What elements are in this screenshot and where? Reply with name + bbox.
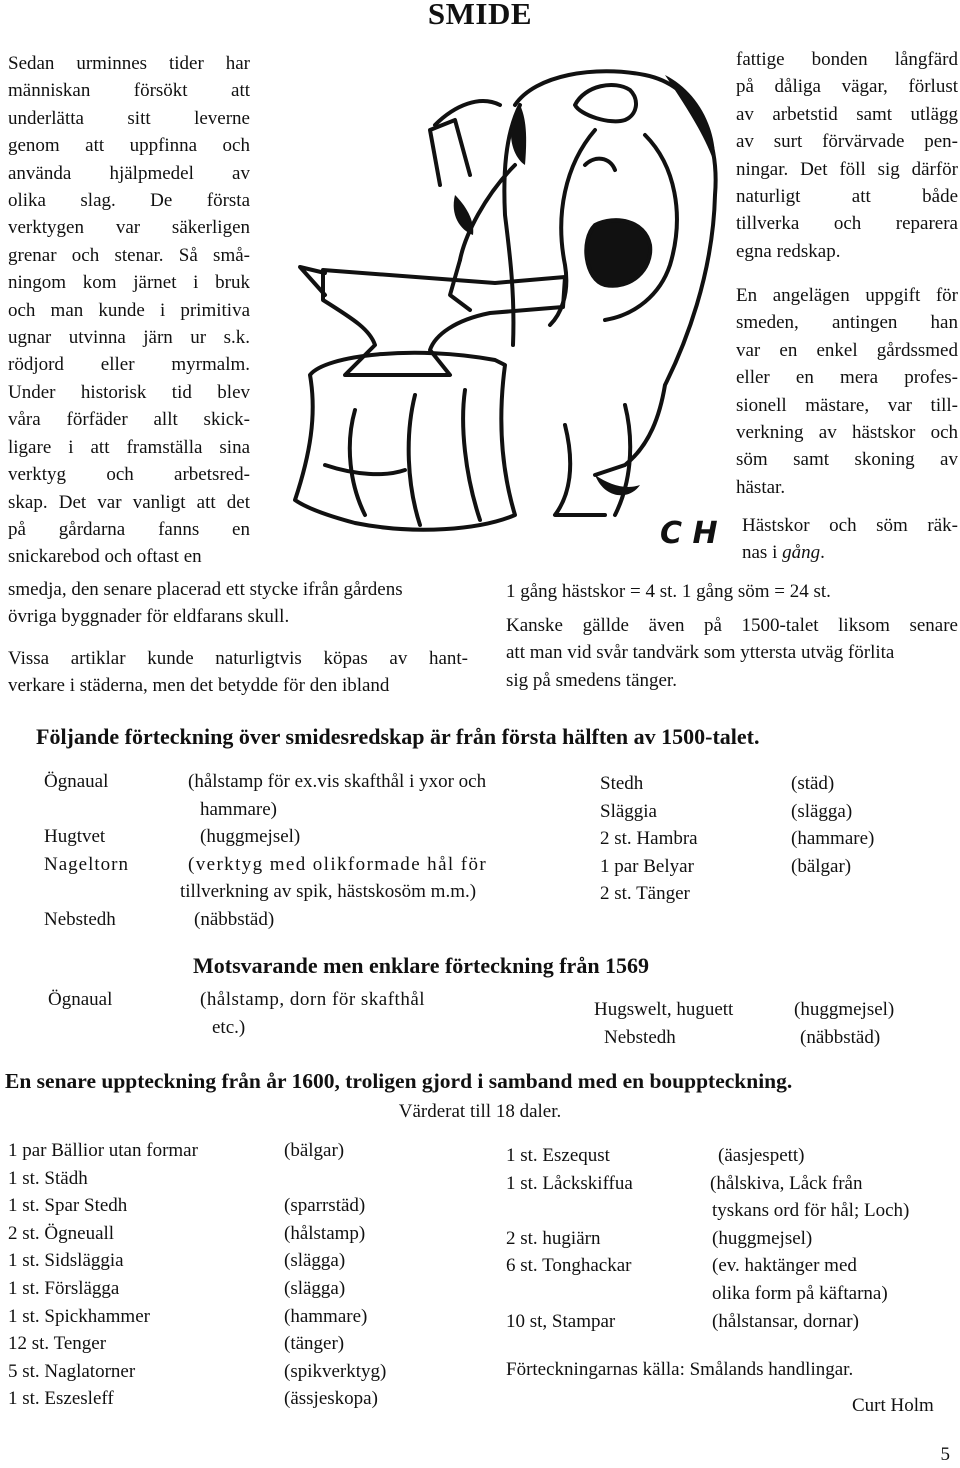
intro-right-para3 — [742, 512, 958, 567]
list-1600-left — [8, 1137, 478, 1413]
text-line: naturligt att både — [736, 186, 958, 208]
intro-left-para2 — [8, 645, 468, 700]
list-item — [8, 1192, 478, 1220]
list-item — [44, 851, 564, 879]
item-desc: (hålstamp) — [284, 1222, 366, 1244]
list-item — [506, 1170, 956, 1198]
item-desc: (ev. haktänger med — [712, 1255, 857, 1277]
text-line: använda hjälpmedel av — [8, 162, 250, 184]
text-line: skap. Det var vanligt att det — [8, 491, 250, 513]
item-desc: (verktyg med olikformade hål för — [188, 853, 488, 875]
list-item — [594, 996, 934, 1024]
text-line: sig på smedens tänger. — [506, 669, 677, 691]
list-item — [506, 1252, 956, 1280]
intro-right-para2 — [736, 282, 958, 501]
item-desc: hammare) — [200, 798, 278, 820]
item-name: 1 par Bällior utan formar — [8, 1140, 198, 1161]
page-title: SMIDE — [427, 0, 533, 31]
text-line: Sedan urminnes tider har — [8, 53, 250, 74]
text-line: snickarebod och oftast en — [8, 546, 202, 568]
text-line: ningom kom järnet i bruk — [8, 272, 250, 294]
text-line: våra förfäder allt skick- — [8, 409, 250, 431]
text-line: Kanske gällde även på 1500-talet liksom senare — [506, 615, 958, 636]
sources-note: Förteckningarnas källa: Smålands handlingar. — [506, 1359, 854, 1380]
item-desc: tyskans ord för hål; Loch) — [712, 1200, 910, 1222]
text-line: verkning av hästskor och — [736, 422, 958, 444]
text-line: grenar och stenar. Så små- — [8, 244, 250, 266]
text-line: underlätta sitt leverne — [8, 107, 250, 129]
list-item — [44, 823, 564, 851]
item-desc: (äasjespett) — [718, 1145, 805, 1166]
artist-signature: C H — [660, 516, 718, 551]
list-item — [8, 1385, 478, 1413]
item-desc: (näbbstäd) — [800, 1026, 881, 1048]
list-item — [600, 770, 930, 798]
item-desc: (näbbstäd) — [194, 908, 275, 930]
item-name: 1 st. Spickhammer — [8, 1305, 150, 1327]
intro-right-para1 — [736, 46, 958, 265]
list-item — [44, 768, 564, 796]
list-item — [8, 1303, 478, 1331]
text-line: Hästskor och söm räk- — [742, 515, 958, 536]
item-name: 1 st. Förslägga — [8, 1277, 120, 1299]
item-name: 1 st. Sidsläggia — [8, 1250, 124, 1272]
item-name: 1 st. Eszequst — [506, 1145, 610, 1166]
item-desc: etc.) — [212, 1016, 246, 1038]
item-desc: (hålstamp, dorn för skafthål — [200, 989, 426, 1010]
item-desc: (slägga) — [791, 800, 853, 822]
text-line: ningar. Det föll sig därför — [736, 158, 958, 180]
item-desc: (bälgar) — [284, 1140, 345, 1161]
item-name: 12 st. Tenger — [8, 1333, 107, 1355]
item-name: 1 st. Spar Stedh — [8, 1195, 128, 1217]
list-1600-subheading: Värderat till 18 daler. — [398, 1101, 562, 1122]
blacksmith-at-anvil-icon — [265, 45, 735, 575]
item-name: 6 st. Tonghackar — [506, 1255, 632, 1277]
text-line: verktyg och arbetsred- — [8, 464, 250, 486]
item-name: 2 st. Hambra — [600, 828, 698, 850]
intro-right-para4 — [506, 612, 958, 694]
text-line: att man vid svår tandvärk som yttersta utväg förlita — [506, 642, 895, 664]
list-item — [8, 1220, 478, 1248]
item-desc: (hammare) — [284, 1305, 368, 1327]
list-item — [506, 1197, 956, 1225]
list-item — [48, 986, 488, 1014]
item-desc: (hammare) — [791, 828, 875, 850]
list-item — [8, 1330, 478, 1358]
list-item — [8, 1165, 478, 1193]
item-name: 1 st. Eszesleff — [8, 1388, 114, 1410]
item-name: Stedh — [600, 773, 644, 794]
item-desc: olika form på käftarna) — [712, 1282, 888, 1304]
text-line: smeden, antingen han — [736, 312, 958, 334]
list-1500-left — [44, 768, 564, 934]
list-item — [506, 1225, 956, 1253]
text-line: på dåliga vägar, förlust — [736, 76, 958, 98]
item-desc: (bälgar) — [791, 855, 852, 877]
list-1500-right — [600, 770, 930, 908]
text-line: ligare i att framställa sina — [8, 436, 250, 458]
text-line: verkare i städerna, men det betydde för den ibland — [8, 675, 390, 697]
list-item — [594, 1024, 934, 1052]
item-name: 2 st. Ögneuall — [8, 1222, 115, 1244]
list-item — [506, 1280, 956, 1308]
item-name: 10 st, Stampar — [506, 1310, 616, 1332]
item-name: Ögnaual — [44, 771, 109, 792]
item-desc: (städ) — [791, 773, 835, 794]
list-item — [8, 1137, 478, 1165]
text-fragment: . — [820, 542, 825, 564]
item-desc: (slägga) — [284, 1250, 346, 1272]
item-name: 1 par Belyar — [600, 855, 694, 877]
list-item — [8, 1247, 478, 1275]
text-line: övriga byggnader för eldfarans skull. — [8, 606, 290, 628]
text-line: ugnar utvinna järn ur s.k. — [8, 327, 250, 349]
text-line: genom att uppfinna och — [8, 135, 250, 157]
item-name: Nebstedh — [604, 1026, 676, 1048]
list-1600-right — [506, 1142, 956, 1335]
list-item — [600, 853, 930, 881]
item-desc: (hålstamp för ex.vis skafthål i yxor och — [188, 771, 487, 792]
list-item — [44, 796, 564, 824]
list-1569-right — [594, 996, 934, 1051]
text-line: sionell mästare, var till- — [736, 394, 958, 416]
item-desc: (sparrstäd) — [284, 1195, 366, 1217]
item-name: Hugswelt, huguett — [594, 999, 734, 1020]
list-item — [8, 1358, 478, 1386]
text-line: söm samt skoning av — [736, 449, 958, 471]
italic-word: gång — [782, 542, 821, 564]
item-desc: (spikverktyg) — [284, 1360, 387, 1382]
item-desc: (tänger) — [284, 1333, 345, 1355]
text-line: olika slag. De första — [8, 190, 250, 212]
item-desc: (hålstansar, dornar) — [712, 1310, 859, 1332]
item-name: 5 st. Naglatorner — [8, 1360, 136, 1382]
item-desc: (ässjeskopa) — [284, 1388, 378, 1410]
list-item — [48, 1014, 488, 1042]
item-name: 2 st. hugiärn — [506, 1227, 601, 1249]
text-line: på gårdarna fanns en — [8, 518, 250, 540]
item-desc: (huggmejsel) — [794, 999, 895, 1020]
blacksmith-illustration — [265, 45, 735, 575]
list-item — [44, 878, 564, 906]
item-desc: (huggmejsel) — [200, 826, 301, 848]
text-line: av surt förvärvade pen- — [736, 131, 958, 153]
gang-definition: 1 gång hästskor = 4 st. 1 gång söm = 24 st. — [506, 581, 831, 602]
list-item — [506, 1308, 956, 1336]
text-line: egna redskap. — [736, 240, 841, 262]
list-1569-heading: Motsvarande men enklare förteckning från 1569 — [193, 953, 650, 978]
list-item — [8, 1275, 478, 1303]
text-line: Under historisk tid blev — [8, 381, 250, 403]
text-line: smedja, den senare placerad ett stycke ifrån gårdens — [8, 579, 403, 600]
text-line: och man kunde i primitiva — [8, 299, 250, 321]
item-desc: (huggmejsel) — [712, 1227, 813, 1249]
list-item — [600, 880, 930, 908]
text-line: fattige bonden långfärd — [736, 49, 958, 70]
list-item — [506, 1142, 956, 1170]
text-line: En angelägen uppgift för — [736, 285, 958, 306]
item-name: Släggia — [600, 800, 657, 822]
list-1500-heading: Följande förteckning över smidesredskap är från första hälften av 1500-talet. — [36, 724, 760, 749]
text-line: eller en mera profes- — [736, 367, 958, 389]
item-name: Nebstedh — [44, 908, 116, 930]
intro-left-narrow — [8, 50, 250, 571]
text-line: tillverka och reparera — [736, 213, 958, 235]
text-line — [742, 539, 958, 566]
text-line: var en enkel gårdssmed — [736, 339, 958, 361]
list-1569-left — [48, 986, 488, 1041]
page-number: 5 — [940, 1444, 950, 1465]
item-name: 1 st. Städh — [8, 1167, 88, 1189]
list-item — [44, 906, 564, 934]
item-desc: (hålskiva, Låck från — [710, 1172, 863, 1194]
text-line: hästar. — [736, 476, 786, 498]
item-name: Hugtvet — [44, 826, 106, 848]
list-item — [600, 825, 930, 853]
item-name: Ögnaual — [48, 989, 113, 1010]
text-line: Vissa artiklar kunde naturligtvis köpas av hant- — [8, 648, 468, 669]
text-line: verktygen var säkerligen — [8, 217, 250, 239]
item-name: Nageltorn — [44, 853, 129, 875]
text-line: människan försökt att — [8, 80, 250, 102]
list-1600-heading: En senare uppteckning från år 1600, troligen gjord i samband med en bouppteckning. — [5, 1069, 793, 1093]
item-name: 1 st. Låckskiffua — [506, 1172, 633, 1194]
item-name: 2 st. Tänger — [600, 883, 690, 905]
item-desc: tillverkning av spik, hästskosöm m.m.) — [180, 881, 477, 903]
text-line: rödjord eller myrmalm. — [8, 354, 250, 376]
item-desc: (slägga) — [284, 1277, 346, 1299]
text-line: av arbetstid samt utlägg — [736, 103, 958, 125]
list-item — [600, 798, 930, 826]
author-name: Curt Holm — [852, 1395, 934, 1416]
text-fragment: nas i — [742, 542, 783, 564]
intro-left-wide — [8, 576, 468, 631]
